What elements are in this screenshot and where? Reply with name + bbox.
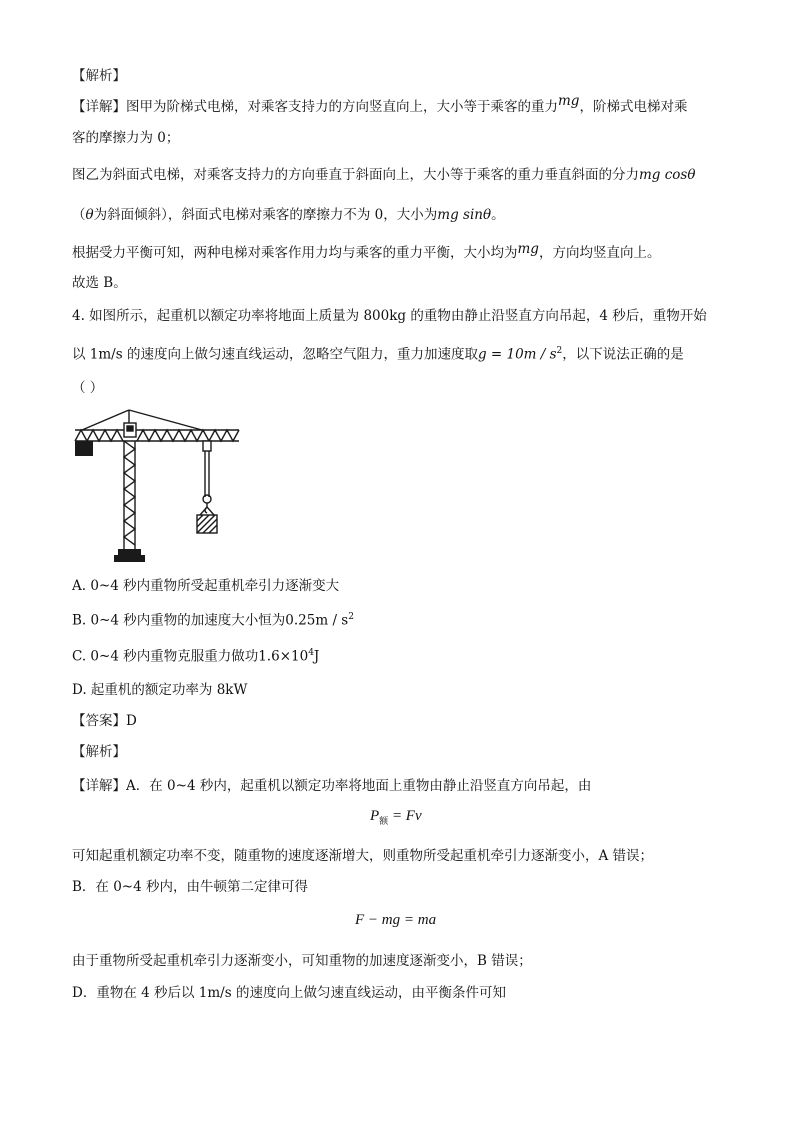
prev-detail-line-3 (72, 165, 695, 185)
text: 。 (491, 207, 505, 223)
exponent: 4 (308, 648, 314, 658)
mgsin-formula: mg sinθ (437, 207, 492, 223)
answer-value: D (126, 713, 137, 729)
mgcos-formula: mg cosθ (639, 167, 696, 183)
subscript: 额 (379, 816, 389, 826)
solution-analysis-header: 【解析】 (72, 744, 126, 760)
prev-detail-line-5 (72, 243, 660, 263)
text: 以 1m/s 的速度向上做匀速直线运动，忽略空气阻力，重力加速度取 (72, 346, 478, 363)
mg-symbol: mg (558, 93, 580, 109)
option-a: A. 0~4 秒内重物所受起重机牵引力逐渐变大 (72, 578, 340, 594)
prev-detail-line-2: 客的摩擦力为 0； (72, 130, 180, 146)
detail-header: 【详解】 (72, 778, 126, 794)
prev-detail-line-4 (72, 205, 505, 225)
solution-line-d: D．重物在 4 秒后以 1m/s 的速度向上做匀速直线运动，由平衡条件可知 (72, 985, 506, 1001)
text: （ (72, 207, 86, 223)
prev-conclusion: 故选 B。 (72, 275, 127, 291)
text: ，以下说法正确的是 (562, 346, 684, 363)
answer-line (72, 711, 137, 731)
text: 根据受力平衡可知，两种电梯对乘客作用力均与乘客的重力平衡，大小均为 (72, 245, 518, 261)
option-b (72, 607, 354, 631)
crane-base (118, 549, 141, 555)
theta-symbol: θ (85, 207, 94, 223)
text: ，阶梯式电梯对乘 (579, 99, 688, 115)
answer-header: 【答案】 (72, 713, 126, 729)
option-c-value: 1.6×10 (258, 648, 309, 665)
crane-foundation (114, 555, 145, 562)
text: C. 0~4 秒内重物克服重力做功 (72, 648, 259, 665)
solution-line-b: B．在 0~4 秒内，由牛顿第二定律可得 (72, 879, 308, 895)
formula-rest: = Fv (388, 808, 422, 824)
option-c (72, 643, 319, 667)
tower-crane-diagram (72, 407, 242, 565)
symbol-p: P (370, 808, 380, 824)
solution-line-a (72, 776, 591, 796)
solution-line-b2: 由于重物所受起重机牵引力逐渐变小，可知重物的加速度逐渐变小，B 错误； (72, 953, 532, 969)
mg-symbol: mg (517, 241, 539, 257)
text: 图乙为斜面式电梯，对乘客支持力的方向垂直于斜面向上，大小等于乘客的重力垂直斜面的分力 (72, 167, 639, 183)
q4-stem-line-1: 4. 如图所示，起重机以额定功率将地面上质量为 800kg 的重物由静止沿竖直方向吊起，4 秒后，重物开始 (72, 308, 707, 324)
analysis-header: 【解析】 (72, 68, 126, 84)
option-d: D. 起重机的额定功率为 8kW (72, 682, 248, 698)
text: 图甲为阶梯式电梯，对乘客支持力的方向竖直向上，大小等于乘客的重力 (126, 99, 558, 115)
q4-answer-paren: （ ） (72, 380, 104, 396)
solution-line-a2: 可知起重机额定功率不变，随重物的速度逐渐增大，则重物所受起重机牵引力逐渐变小，A 错误； (72, 848, 654, 864)
text: ，方向均竖直向上。 (538, 245, 661, 261)
text: A．在 0~4 秒内，起重机以额定功率将地面上重物由静止沿竖直方向吊起，由 (126, 778, 592, 794)
g-formula: g = 10m / s (477, 346, 557, 363)
formula-newton: F − mg = ma (355, 912, 437, 928)
exponent: 2 (348, 612, 354, 622)
q4-stem-line-2 (72, 341, 684, 365)
exponent: 2 (556, 346, 563, 356)
counterweight (75, 441, 93, 456)
text: 为斜面倾斜），斜面式电梯对乘客的摩擦力不为 0，大小为 (93, 207, 438, 223)
detail-header: 【详解】 (72, 99, 126, 115)
text: B. 0~4 秒内重物的加速度大小恒为 (72, 612, 286, 629)
unit: J (313, 648, 320, 665)
prev-detail-line-1 (72, 93, 688, 117)
formula-power (370, 808, 422, 827)
option-b-value: 0.25m / s (285, 612, 349, 629)
